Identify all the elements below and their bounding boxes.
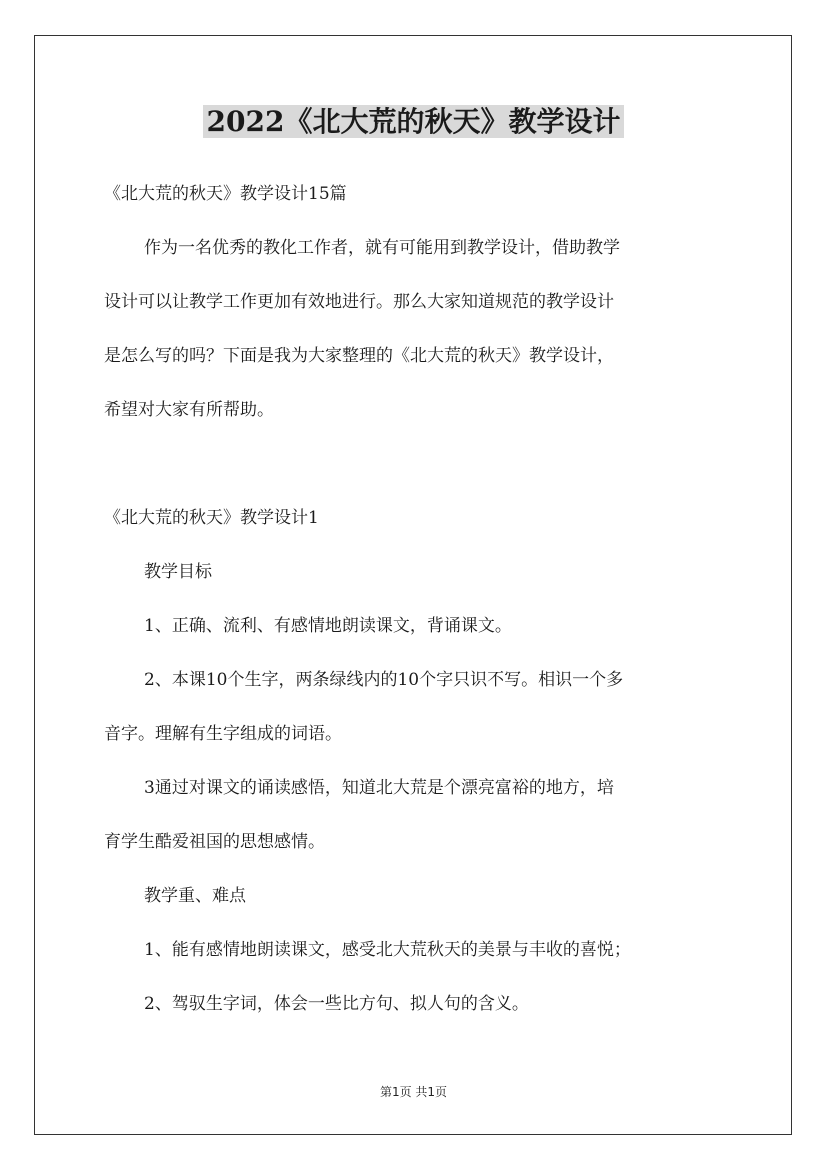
goal-2-line-2: 音字。理解有生字组成的词语。 <box>104 724 342 744</box>
intro-line-4: 希望对大家有所帮助。 <box>104 400 274 420</box>
document-subtitle: 《北大荒的秋天》教学设计15篇 <box>104 184 347 204</box>
goal-3-line-2: 育学生酷爱祖国的思想感情。 <box>104 832 325 852</box>
goal-2-line-1: 2、本课10个生字，两条绿线内的10个字只识不写。相识一个多 <box>144 670 624 690</box>
intro-line-1: 作为一名优秀的教化工作者，就有可能用到教学设计，借助教学 <box>144 238 620 258</box>
key-heading: 教学重、难点 <box>144 886 246 906</box>
document-title <box>0 100 827 144</box>
key-point-2: 2、驾驭生字词，体会一些比方句、拟人句的含义。 <box>144 994 529 1014</box>
goal-1: 1、正确、流利、有感情地朗读课文，背诵课文。 <box>144 616 512 636</box>
intro-line-3: 是怎么写的吗？下面是我为大家整理的《北大荒的秋天》教学设计， <box>104 346 614 366</box>
goals-heading: 教学目标 <box>144 562 212 582</box>
section-title: 《北大荒的秋天》教学设计1 <box>104 508 319 528</box>
document-title-text: 2022《北大荒的秋天》教学设计 <box>203 105 625 138</box>
goal-3-line-1: 3通过对课文的诵读感悟，知道北大荒是个漂亮富裕的地方，培 <box>144 778 614 798</box>
intro-line-2: 设计可以让教学工作更加有效地进行。那么大家知道规范的教学设计 <box>104 292 614 312</box>
page-footer: 第1页 共1页 <box>379 1085 448 1099</box>
key-point-1: 1、能有感情地朗读课文，感受北大荒秋天的美景与丰收的喜悦； <box>144 940 631 960</box>
